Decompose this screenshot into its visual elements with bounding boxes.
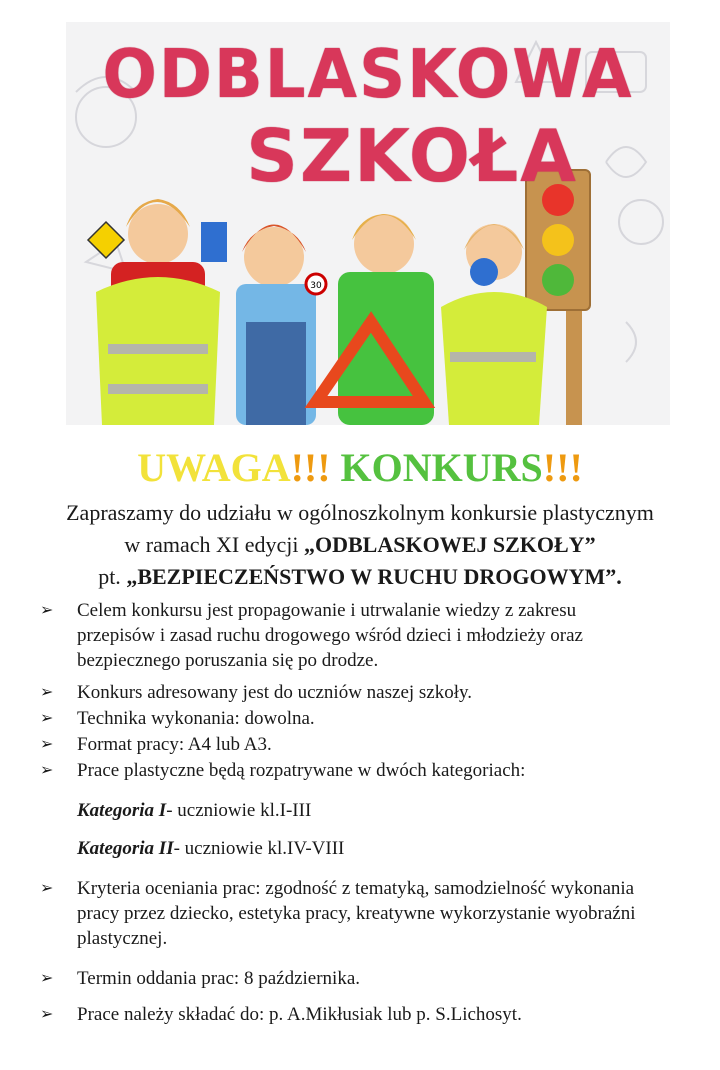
hero-image: [66, 22, 670, 425]
bullet-arrow-icon: ➢: [40, 762, 54, 779]
list-item-text: Konkurs adresowany jest do uczniów naszej szkoły.: [77, 682, 473, 703]
green-light: [542, 264, 574, 296]
blue-road-sign: [201, 222, 227, 262]
child-2: [236, 225, 326, 426]
headline-exclamation-1: !!!: [290, 445, 331, 490]
intro-line-2: [0, 529, 720, 561]
yellow-light: [542, 224, 574, 256]
child-1: [88, 199, 220, 425]
bullet-arrow-icon: ➢: [40, 684, 54, 701]
list-item-text: Termin oddania prac: 8 października.: [77, 968, 361, 989]
category-1: [77, 798, 311, 823]
list-item-text: Prace należy składać do: p. A.Mikłusiak lub p. S.Lichosyt.: [77, 1004, 522, 1025]
bullet-arrow-icon: ➢: [40, 710, 54, 727]
category-1-name: Kategoria I: [77, 800, 167, 821]
list-item-text: Technika wykonania: dowolna.: [77, 708, 315, 729]
list-item-text: Format pracy: A4 lub A3.: [77, 734, 272, 755]
bullet-arrow-icon: ➢: [40, 602, 54, 619]
bullet-arrow-icon: ➢: [40, 1006, 54, 1023]
category-2-desc: - uczniowie kl.IV-VIII: [173, 838, 345, 859]
list-item-text: Celem konkursu jest propagowanie i utrwalanie wiedzy z zakresu przepisów i zasad ruchu drogowego wśród dzieci i młodzieży oraz bezpiecznego poruszania się po drodze.: [77, 600, 583, 671]
intro-line-2-prefix: w ramach XI edycji: [124, 532, 304, 557]
headline: [0, 444, 720, 491]
hero-title-line-2: SZKOŁA: [246, 114, 578, 198]
list-item-text: Kryteria oceniania prac: zgodność z tematyką, samodzielność wykonania pracy przez dziecko, estetyka pracy, kreatywne wykorzystanie wyobraźni plastycznej.: [77, 878, 636, 949]
speed-sign-label: 30: [310, 281, 322, 291]
list-item-text: Prace plastyczne będą rozpatrywane w dwóch kategoriach:: [77, 760, 526, 781]
hero-title-line-1: ODBLASKOWA: [102, 36, 634, 114]
headline-konkurs: KONKURS: [340, 445, 543, 490]
intro-line-1: Zapraszamy do udziału w ogólnoszkolnym konkursie plastycznym: [66, 500, 654, 525]
intro-text: [0, 497, 720, 593]
bullet-arrow-icon: ➢: [40, 970, 54, 987]
category-2-name: Kategoria II: [77, 838, 174, 859]
category-1-desc: - uczniowie kl.I-III: [166, 800, 312, 821]
headline-exclamation-2: !!!: [542, 445, 583, 490]
intro-edition-name: „ODBLASKOWEJ SZKOŁY”: [304, 532, 596, 557]
bullet-arrow-icon: ➢: [40, 880, 54, 897]
headline-uwaga: UWAGA: [137, 445, 291, 490]
bullet-arrow-icon: ➢: [40, 736, 54, 753]
intro-line-3-prefix: pt.: [98, 564, 127, 589]
intro-line-3: [0, 561, 720, 593]
category-2: [77, 836, 344, 861]
intro-contest-title: „BEZPIECZEŃSTWO W RUCHU DROGOWYM”.: [126, 564, 622, 589]
